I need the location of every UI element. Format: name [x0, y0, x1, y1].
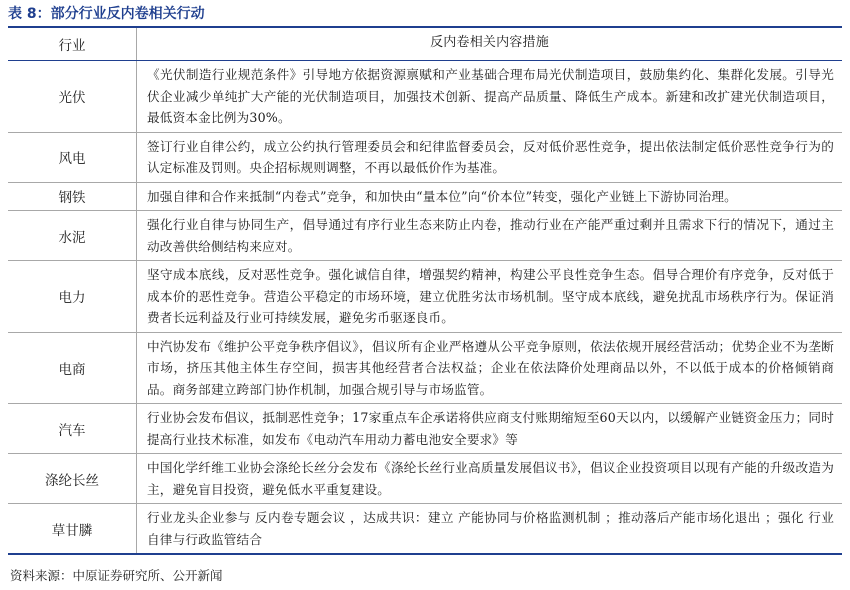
industry-cell: 电商: [58, 361, 86, 378]
table-caption: 表 8：部分行业反内卷相关行动: [8, 6, 205, 22]
table-row: [8, 211, 842, 261]
industry-cell: 水泥: [58, 229, 86, 246]
table-row: [8, 61, 842, 133]
table-row: [8, 133, 842, 183]
table-row: [8, 333, 842, 405]
table-header-row: [8, 28, 842, 61]
table-row: [8, 454, 842, 504]
industry-cell: 风电: [58, 151, 86, 167]
industry-cell: 草甘膦: [51, 522, 93, 539]
industry-cell: 钢铁: [58, 190, 86, 207]
table-row: [8, 183, 842, 212]
measure-cell: 坚守成本底线，反对恶性竞争。强化诚信自律，增强契约精神，构建公平良性竞争生态。倡导合理价有序竞争，反对低于成本价的恶性竞争。营造公平稳定的市场环境，建立优胜劣汰市场机制。坚守成本底线，避免扰乱市场秩序行为。保证消费者长远利益及行业可持续发展，避免劣币驱逐良币。: [136, 261, 842, 332]
measure-cell: 中国化学纤维工业协会涤纶长丝分会发布《涤纶长丝行业高质量发展倡议书》，倡议企业投资项目以现有产能的升级改造为主，避免盲目投资，避免低水平重复建设。: [136, 454, 842, 503]
measure-cell: 行业龙头企业参与 反内卷专题会议 ，达成共识：建立 产能协同与价格监测机制 ；推动落后产能市场化退出 ；强化 行业自律与行政监管结合: [136, 504, 842, 553]
header-measures: 反内卷相关内容措施: [136, 28, 842, 60]
measure-cell: 强化行业自律与协同生产，倡导通过有序行业生态来防止内卷，推动行业在产能严重过剩并且需求下行的情况下，通过主动改善供给侧结构来应对。: [136, 211, 842, 260]
table-row: [8, 261, 842, 333]
measure-cell: 签订行业自律公约，成立公约执行管理委员会和纪律监督委员会，反对低价恶性竞争，提出依法制定低价恶性竞争行为的认定标准及罚则。央企招标规则调整，不再以最低价作为基准。: [136, 133, 842, 182]
table-row: [8, 404, 842, 454]
header-industry: 行业: [58, 38, 86, 54]
measure-cell: 中汽协发布《维护公平竞争秩序倡议》，倡议所有企业严格遵从公平竞争原则，依法依规开展经营活动；优势企业不为垄断市场，挤压其他主体生存空间，损害其他经营者合法权益；企业在依法降价处理商品以外，不以低于成本的价格倾销商品。商务部建立跨部门协作机制，加强合规引导与市场监管。: [136, 333, 842, 404]
industry-cell: 涤纶长丝: [45, 472, 99, 489]
industry-cell: 汽车: [58, 422, 86, 439]
measure-cell: 《光伏制造行业规范条件》引导地方依据资源禀赋和产业基础合理布局光伏制造项目，鼓励集约化、集群化发展。引导光伏企业减少单纯扩大产能的光伏制造项目，加强技术创新、提高产品质量、降低生产成本。新建和改扩建光伏制造项目，最低资本金比例为30%。: [136, 61, 842, 132]
measure-cell: 行业协会发布倡议，抵制恶性竞争；17家重点车企承诺将供应商支付账期缩短至60天以内，以缓解产业链资金压力；同时提高行业技术标准，如发布《电动汽车用动力蓄电池安全要求》等: [136, 404, 842, 453]
table-row: [8, 504, 842, 555]
industry-cell: 光伏: [58, 90, 86, 107]
industry-cell: 电力: [58, 290, 86, 307]
industry-table: [8, 26, 842, 555]
source-note: 资料来源：中原证券研究所、公开新闻: [10, 568, 223, 583]
measure-cell: 加强自律和合作来抵制“内卷式”竞争，和加快由“量本位”向“价本位”转变，强化产业链上下游协同治理。: [136, 183, 842, 211]
